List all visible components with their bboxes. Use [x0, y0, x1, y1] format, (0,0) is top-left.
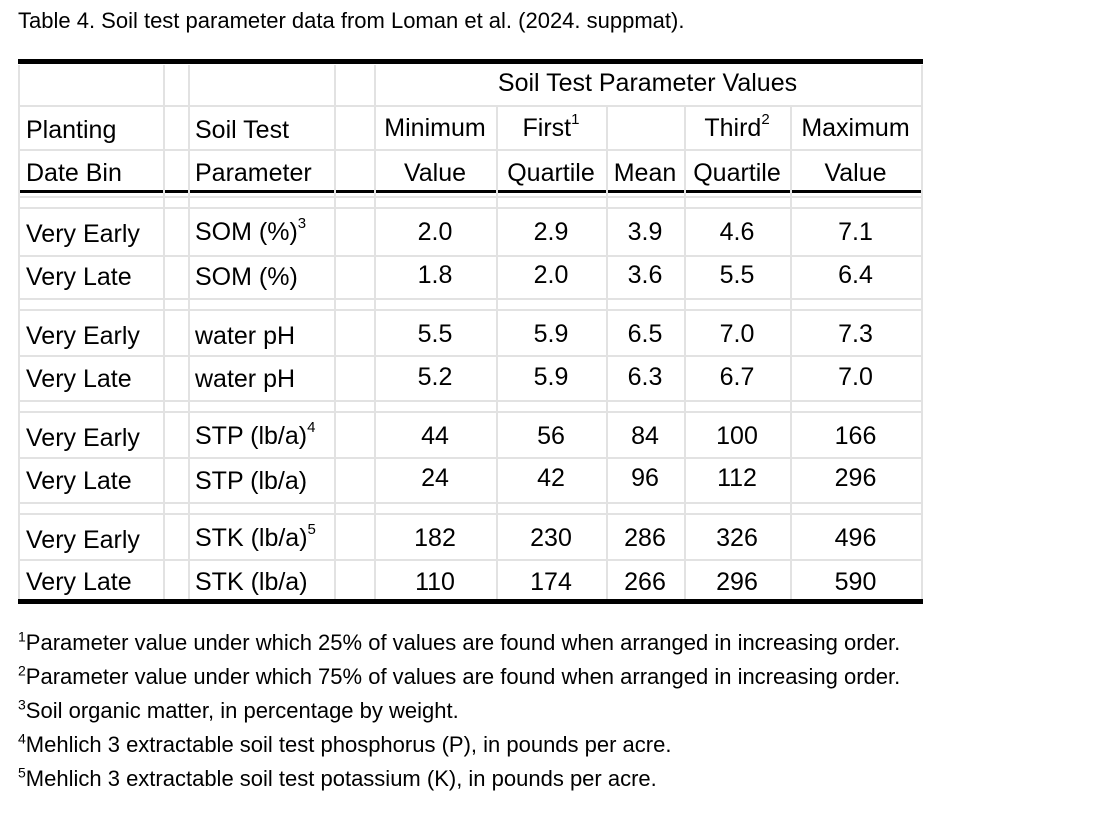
grid-line — [18, 196, 923, 198]
planting-date-bin-cell: Very Early — [26, 220, 140, 248]
header-minimum-value-line2: Value — [403, 159, 467, 187]
group-header: Soil Test Parameter Values — [497, 69, 798, 97]
first-quartile-cell: 174 — [530, 568, 572, 596]
header-maximum-value: Maximum — [801, 114, 910, 142]
planting-date-bin-cell: Very Early — [26, 424, 140, 452]
footnote: $^2$Parameter value under which 75% of values are found when arranged in increasing order. — [18, 662, 901, 689]
mean-cell: 6.3 — [627, 363, 663, 391]
grid-line — [334, 65, 336, 599]
grid-line — [921, 65, 923, 599]
planting-date-bin-cell: Very Early — [26, 322, 140, 350]
soil-test-parameter-cell: SOM (%)$^3$ — [195, 214, 307, 246]
first-quartile-cell: 5.9 — [533, 320, 569, 348]
grid-line — [188, 65, 190, 599]
soil-test-parameter-cell: STK (lb/a) — [195, 568, 308, 596]
grid-line — [18, 207, 923, 209]
grid-line — [163, 65, 165, 599]
third-quartile-cell: 7.0 — [719, 320, 755, 348]
third-quartile-cell: 5.5 — [719, 261, 755, 289]
mean-cell: 266 — [624, 568, 666, 596]
minimum-value-cell: 24 — [421, 464, 449, 492]
first-quartile-cell: 42 — [537, 464, 565, 492]
third-quartile-cell: 6.7 — [719, 363, 755, 391]
first-quartile-cell: 56 — [537, 422, 565, 450]
planting-date-bin-cell: Very Late — [26, 568, 132, 596]
first-quartile-cell: 5.9 — [533, 363, 569, 391]
mean-cell: 6.5 — [627, 320, 663, 348]
minimum-value-cell: 1.8 — [417, 261, 453, 289]
mean-cell: 96 — [631, 464, 659, 492]
soil-test-parameter-cell: SOM (%) — [195, 263, 298, 291]
footnote: $^1$Parameter value under which 25% of values are found when arranged in increasing order. — [18, 628, 901, 655]
first-quartile-cell: 2.0 — [533, 261, 569, 289]
mean-cell: 3.9 — [627, 218, 663, 246]
planting-date-bin-cell: Very Late — [26, 263, 132, 291]
minimum-value-cell: 110 — [415, 568, 455, 596]
footnote: $^4$Mehlich 3 extractable soil test phosphorus (P), in pounds per acre. — [18, 730, 672, 757]
header-planting-date-bin: Planting — [26, 116, 117, 144]
third-quartile-cell: 4.6 — [719, 218, 755, 246]
grid-line — [18, 457, 923, 459]
maximum-value-cell: 7.1 — [838, 218, 873, 246]
third-quartile-cell: 100 — [716, 422, 758, 450]
third-quartile-cell: 112 — [717, 464, 757, 492]
grid-line — [18, 65, 20, 599]
grid-line — [18, 559, 923, 561]
header-planting-date-bin-line2: Date Bin — [26, 159, 122, 187]
soil-test-parameter-cell: water pH — [195, 322, 296, 350]
footnote: $^3$Soil organic matter, in percentage by weight. — [18, 696, 459, 723]
grid-line — [18, 400, 923, 402]
maximum-value-cell: 590 — [834, 568, 877, 596]
maximum-value-cell: 7.3 — [838, 320, 873, 348]
grid-line — [18, 298, 923, 300]
header-third-quartile: Third$^2$ — [704, 110, 770, 142]
maximum-value-cell: 7.0 — [838, 363, 873, 391]
minimum-value-cell: 44 — [421, 422, 449, 450]
planting-date-bin-cell: Very Early — [26, 526, 140, 554]
header-first-quartile: First$^1$ — [522, 110, 580, 142]
maximum-value-cell: 6.4 — [838, 261, 873, 289]
planting-date-bin-cell: Very Late — [26, 467, 132, 495]
first-quartile-cell: 230 — [530, 524, 572, 552]
soil-test-parameter-cell: STP (lb/a) — [195, 467, 308, 495]
soil-test-parameter-cell: water pH — [195, 365, 296, 393]
header-mean-line2: Mean — [613, 159, 677, 187]
grid-line — [18, 149, 923, 151]
header-soil-test-parameter-line2: Parameter — [195, 159, 312, 187]
grid-line — [18, 355, 923, 357]
first-quartile-cell: 2.9 — [533, 218, 569, 246]
maximum-value-cell: 166 — [834, 422, 877, 450]
maximum-value-cell: 296 — [834, 464, 877, 492]
maximum-value-cell: 496 — [834, 524, 877, 552]
header-soil-test-parameter: Soil Test — [195, 116, 290, 144]
footnote: $^5$Mehlich 3 extractable soil test potassium (K), in pounds per acre. — [18, 764, 657, 791]
header-first-quartile-line2: Quartile — [507, 159, 595, 187]
header-maximum-value-line2: Value — [824, 159, 887, 187]
soil-test-table — [18, 59, 923, 606]
table-top-rule — [18, 59, 923, 64]
mean-cell: 286 — [624, 524, 666, 552]
grid-line — [18, 411, 923, 413]
grid-line — [18, 255, 923, 257]
minimum-value-cell: 5.2 — [417, 363, 453, 391]
grid-line — [18, 513, 923, 515]
grid-line — [18, 309, 923, 311]
soil-test-parameter-cell: STP $(lb/a)^4$ — [195, 418, 316, 450]
third-quartile-cell: 296 — [716, 568, 758, 596]
header-bottom-rule — [18, 190, 923, 193]
soil-test-parameter-cell: STK $(lb/a)^5$ — [195, 520, 316, 552]
grid-line — [18, 502, 923, 504]
grid-line — [18, 105, 923, 107]
table-caption: Table 4. Soil test parameter data from Loman et al. (2024. suppmat). — [18, 8, 685, 33]
table-bottom-rule — [18, 599, 923, 604]
minimum-value-cell: 5.5 — [417, 320, 453, 348]
planting-date-bin-cell: Very Late — [26, 365, 132, 393]
third-quartile-cell: 326 — [716, 524, 758, 552]
header-third-quartile-line2: Quartile — [693, 159, 781, 187]
header-minimum-value: Minimum — [384, 114, 486, 142]
mean-cell: 84 — [631, 422, 659, 450]
minimum-value-cell: 182 — [414, 524, 456, 552]
mean-cell: 3.6 — [627, 261, 663, 289]
minimum-value-cell: 2.0 — [417, 218, 453, 246]
